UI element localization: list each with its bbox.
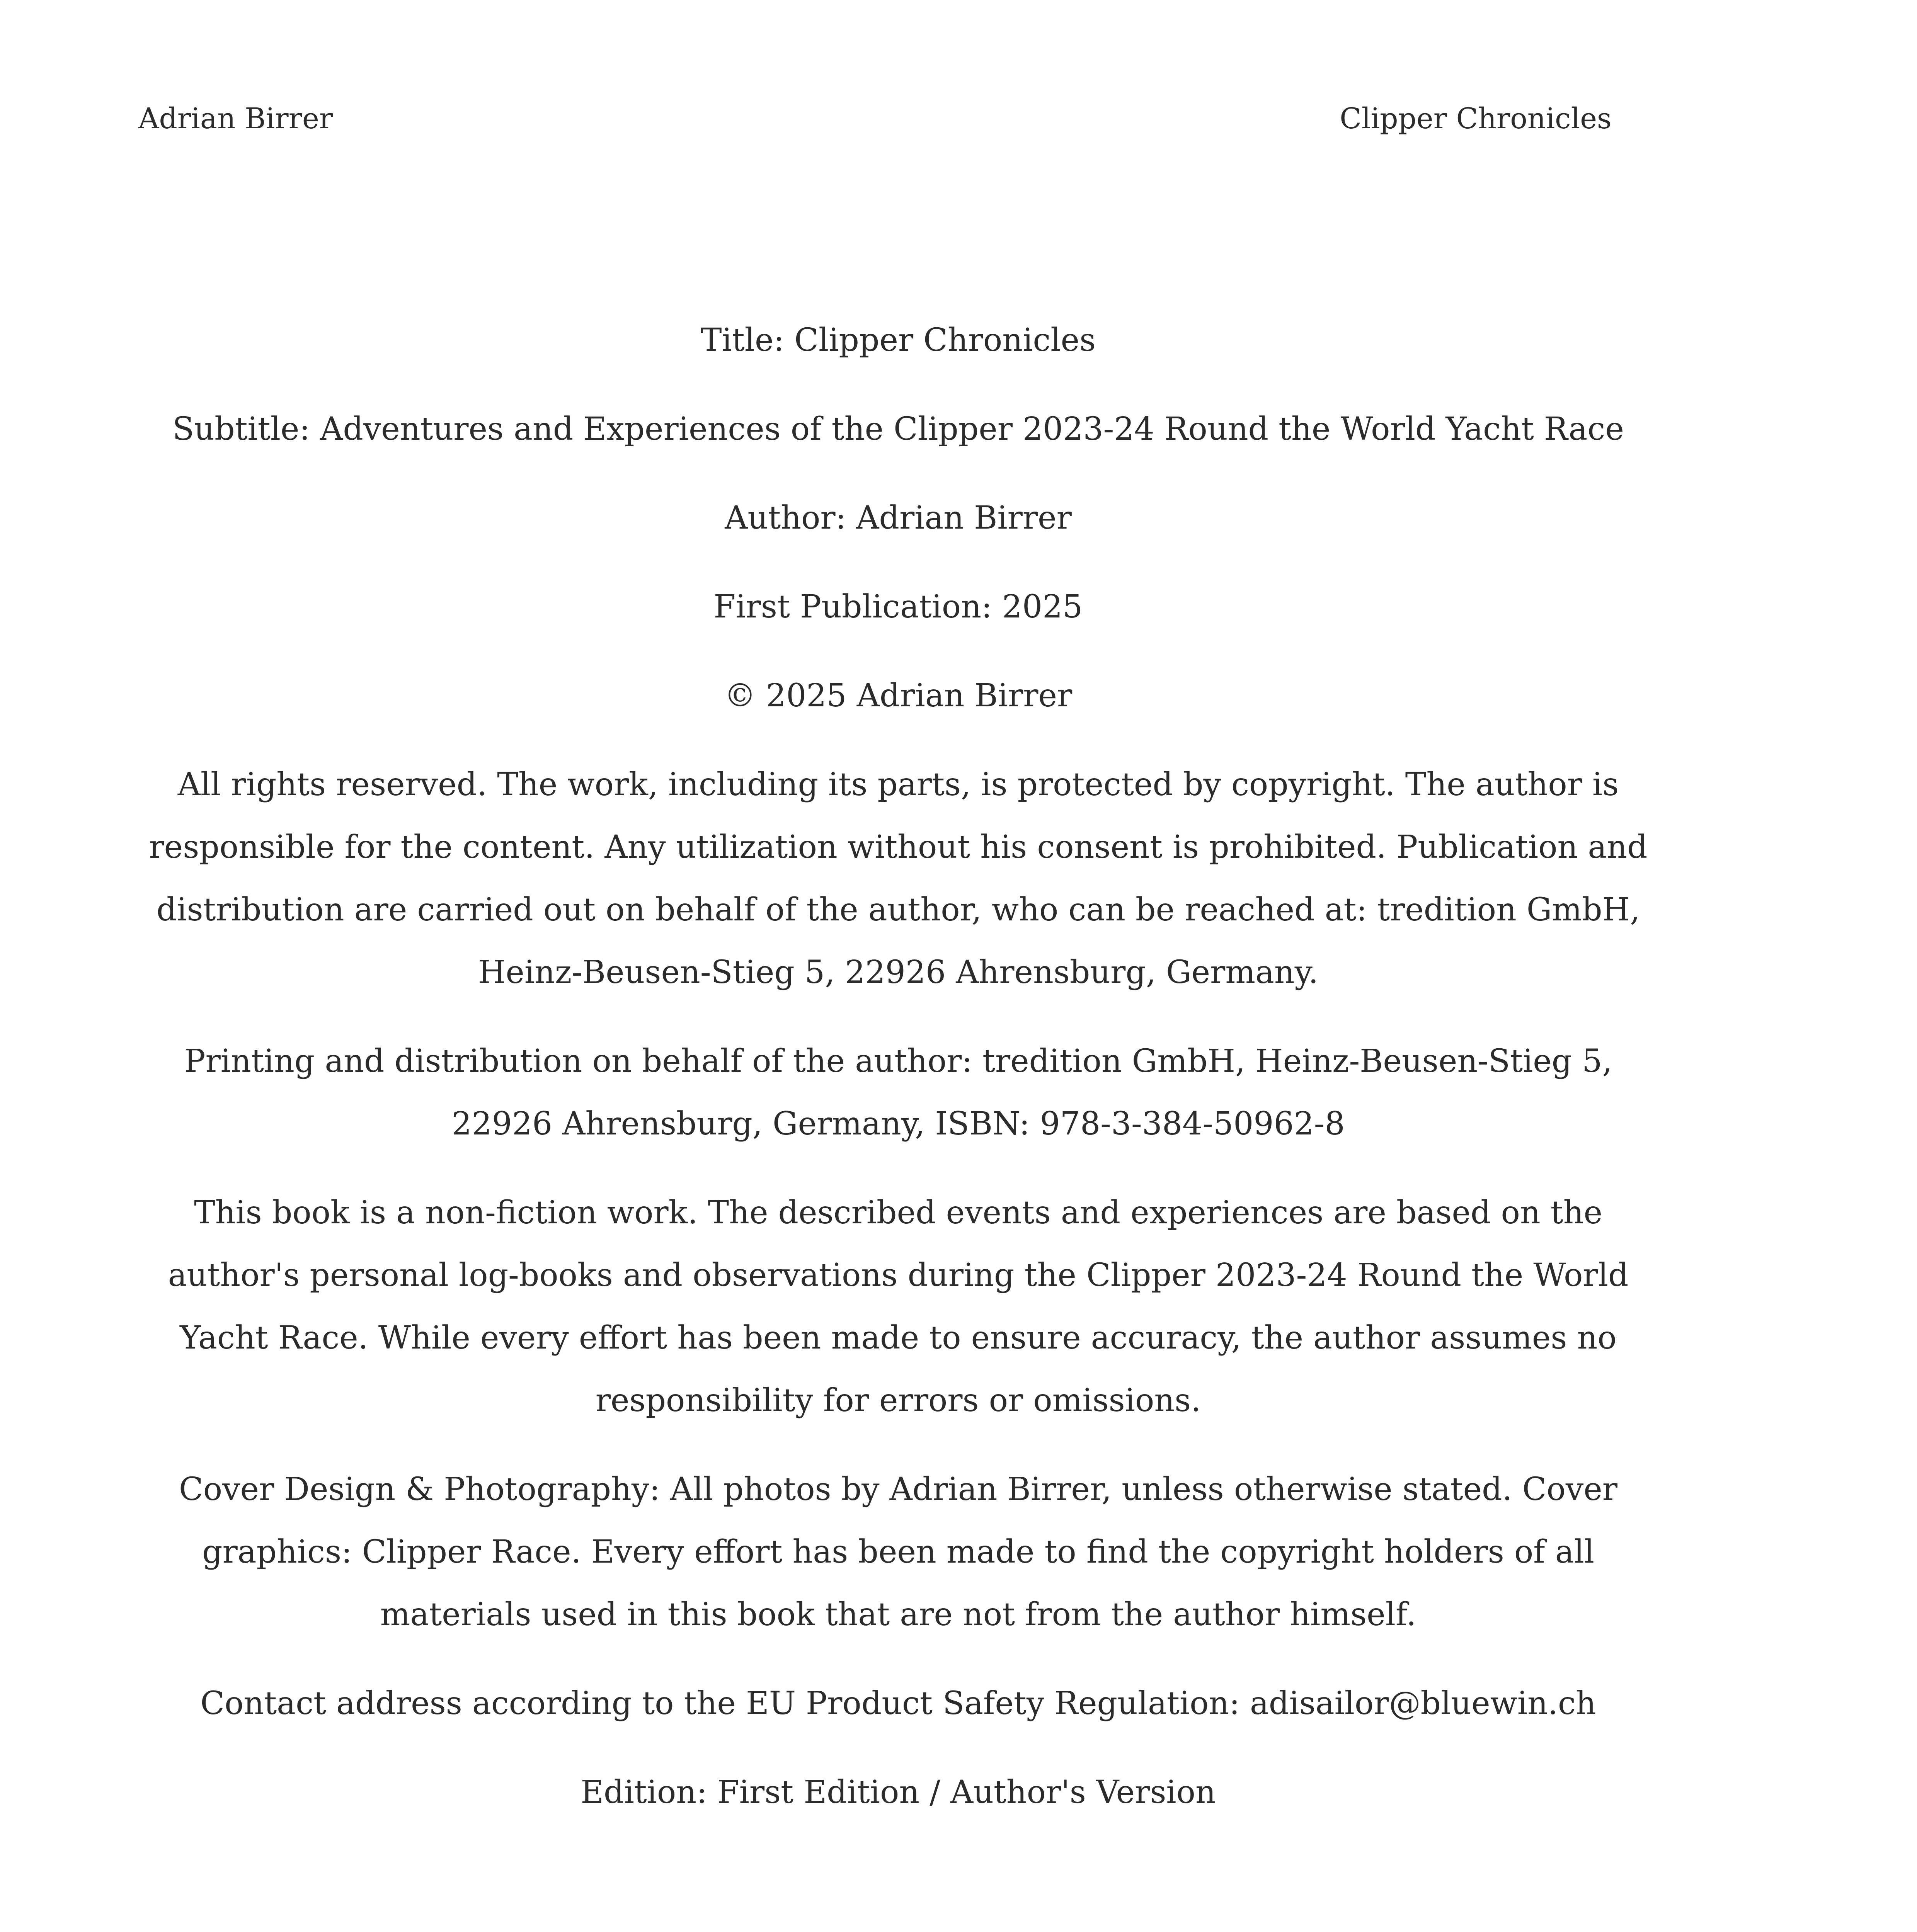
imprint-edition: Edition: First Edition / Author's Version <box>581 1774 1216 1811</box>
imprint-cover-credits: Cover Design & Photography: All photos by Adrian Birrer, unless otherwise stated. Cover graphics: Clipper Race. Every effort has been made to find the copyright holders of all materials used in this book that are not from the author himself. <box>179 1471 1617 1633</box>
imprint-title: Title: Clipper Chronicles <box>700 322 1096 359</box>
imprint-disclaimer: This book is a non-fiction work. The described events and experiences are based on the author's personal log-books and observations during the Clipper 2023-24 Round the World Yacht Race. While every effort has been made to ensure accuracy, the author assumes no responsibility for errors or omissions. <box>168 1194 1629 1419</box>
imprint-page-body <box>138 309 1658 1850</box>
imprint-contact: Contact address according to the EU Product Safety Regulation: adisailor@bluewin.ch <box>200 1685 1596 1722</box>
imprint-printing-info: Printing and distribution on behalf of the author: tredition GmbH, Heinz-Beusen-Stieg 5, 22926 Ahrensburg, Germany, ISBN: 978-3-384-50962-8 <box>184 1043 1612 1142</box>
header-author: Adrian Birrer <box>138 102 333 135</box>
running-header <box>138 104 1612 133</box>
header-book-title: Clipper Chronicles <box>1340 102 1612 135</box>
imprint-author: Author: Adrian Birrer <box>725 500 1072 536</box>
imprint-subtitle: Subtitle: Adventures and Experiences of the Clipper 2023-24 Round the World Yacht Race <box>172 411 1624 447</box>
imprint-first-publication: First Publication: 2025 <box>713 588 1083 625</box>
imprint-copyright: © 2025 Adrian Birrer <box>724 677 1073 714</box>
imprint-rights-notice: All rights reserved. The work, including its parts, is protected by copyright. The author is responsible for the content. Any utilization without his consent is prohibited. Publication and distribution are carried out on behalf of the author, who can be reached at: tredition GmbH, Heinz-Beusen-Stieg 5, 22926 Ahrensburg, Germany. <box>149 766 1648 991</box>
